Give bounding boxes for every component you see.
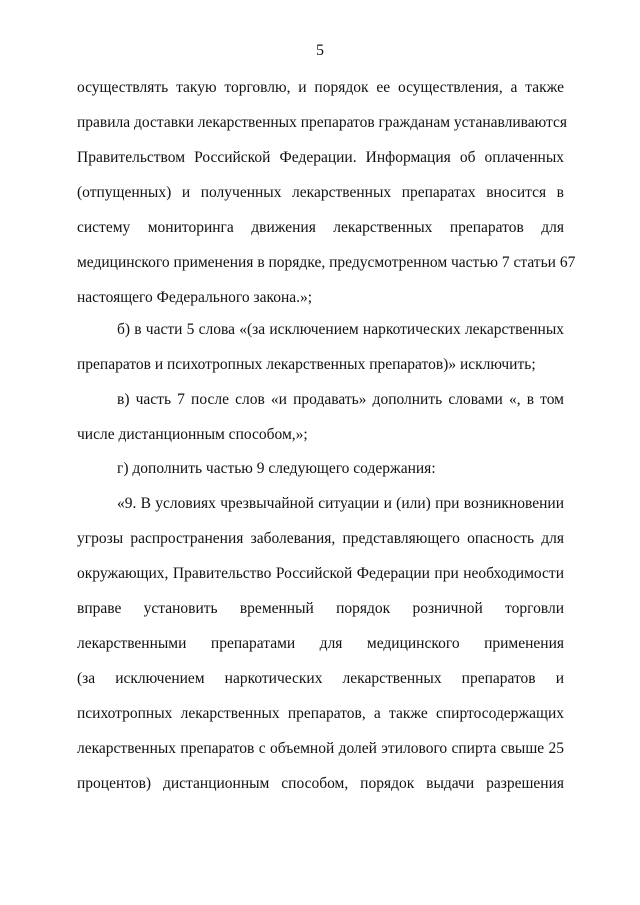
text-line: (отпущенных) и полученных лекарственных препаратах вносится в bbox=[77, 184, 564, 201]
text-line: лекарственных препаратов с объемной долей этилового спирта свыше 25 bbox=[77, 740, 564, 757]
text-line: лекарственными препаратами для медицинского применения bbox=[77, 635, 564, 652]
text-line: Правительством Российской Федерации. Информация об оплаченных bbox=[77, 149, 564, 166]
text-line: числе дистанционным способом,»; bbox=[77, 426, 308, 443]
text-line: осуществлять такую торговлю, и порядок ее осуществления, а также bbox=[77, 79, 564, 96]
text-line: психотропных лекарственных препаратов, а также спиртосодержащих bbox=[77, 705, 564, 722]
text-line: г) дополнить частью 9 следующего содержания: bbox=[117, 460, 436, 477]
text-line: угрозы распространения заболевания, представляющего опасность для bbox=[77, 530, 564, 547]
text-line: «9. В условиях чрезвычайной ситуации и (или) при возникновении bbox=[117, 495, 564, 512]
text-line: правила доставки лекарственных препаратов гражданам устанавливаются bbox=[77, 114, 568, 131]
text-line: окружающих, Правительство Российской Федерации при необходимости bbox=[77, 565, 564, 582]
text-line: настоящего Федерального закона.»; bbox=[77, 289, 313, 306]
text-line: б) в части 5 слова «(за исключением наркотических лекарственных bbox=[117, 321, 564, 338]
text-line: в) часть 7 после слов «и продавать» дополнить словами «, в том bbox=[117, 391, 564, 408]
text-line: препаратов и психотропных лекарственных препаратов)» исключить; bbox=[77, 356, 536, 373]
text-line: процентов) дистанционным способом, порядок выдачи разрешения bbox=[77, 775, 564, 792]
page-number: 5 bbox=[316, 42, 324, 59]
text-line: медицинского применения в порядке, предусмотренном частью 7 статьи 67 bbox=[77, 254, 576, 271]
text-line: вправе установить временный порядок розничной торговли bbox=[77, 600, 564, 617]
text-line: систему мониторинга движения лекарственных препаратов для bbox=[77, 219, 564, 236]
text-line: (за исключением наркотических лекарственных препаратов и bbox=[77, 670, 564, 687]
